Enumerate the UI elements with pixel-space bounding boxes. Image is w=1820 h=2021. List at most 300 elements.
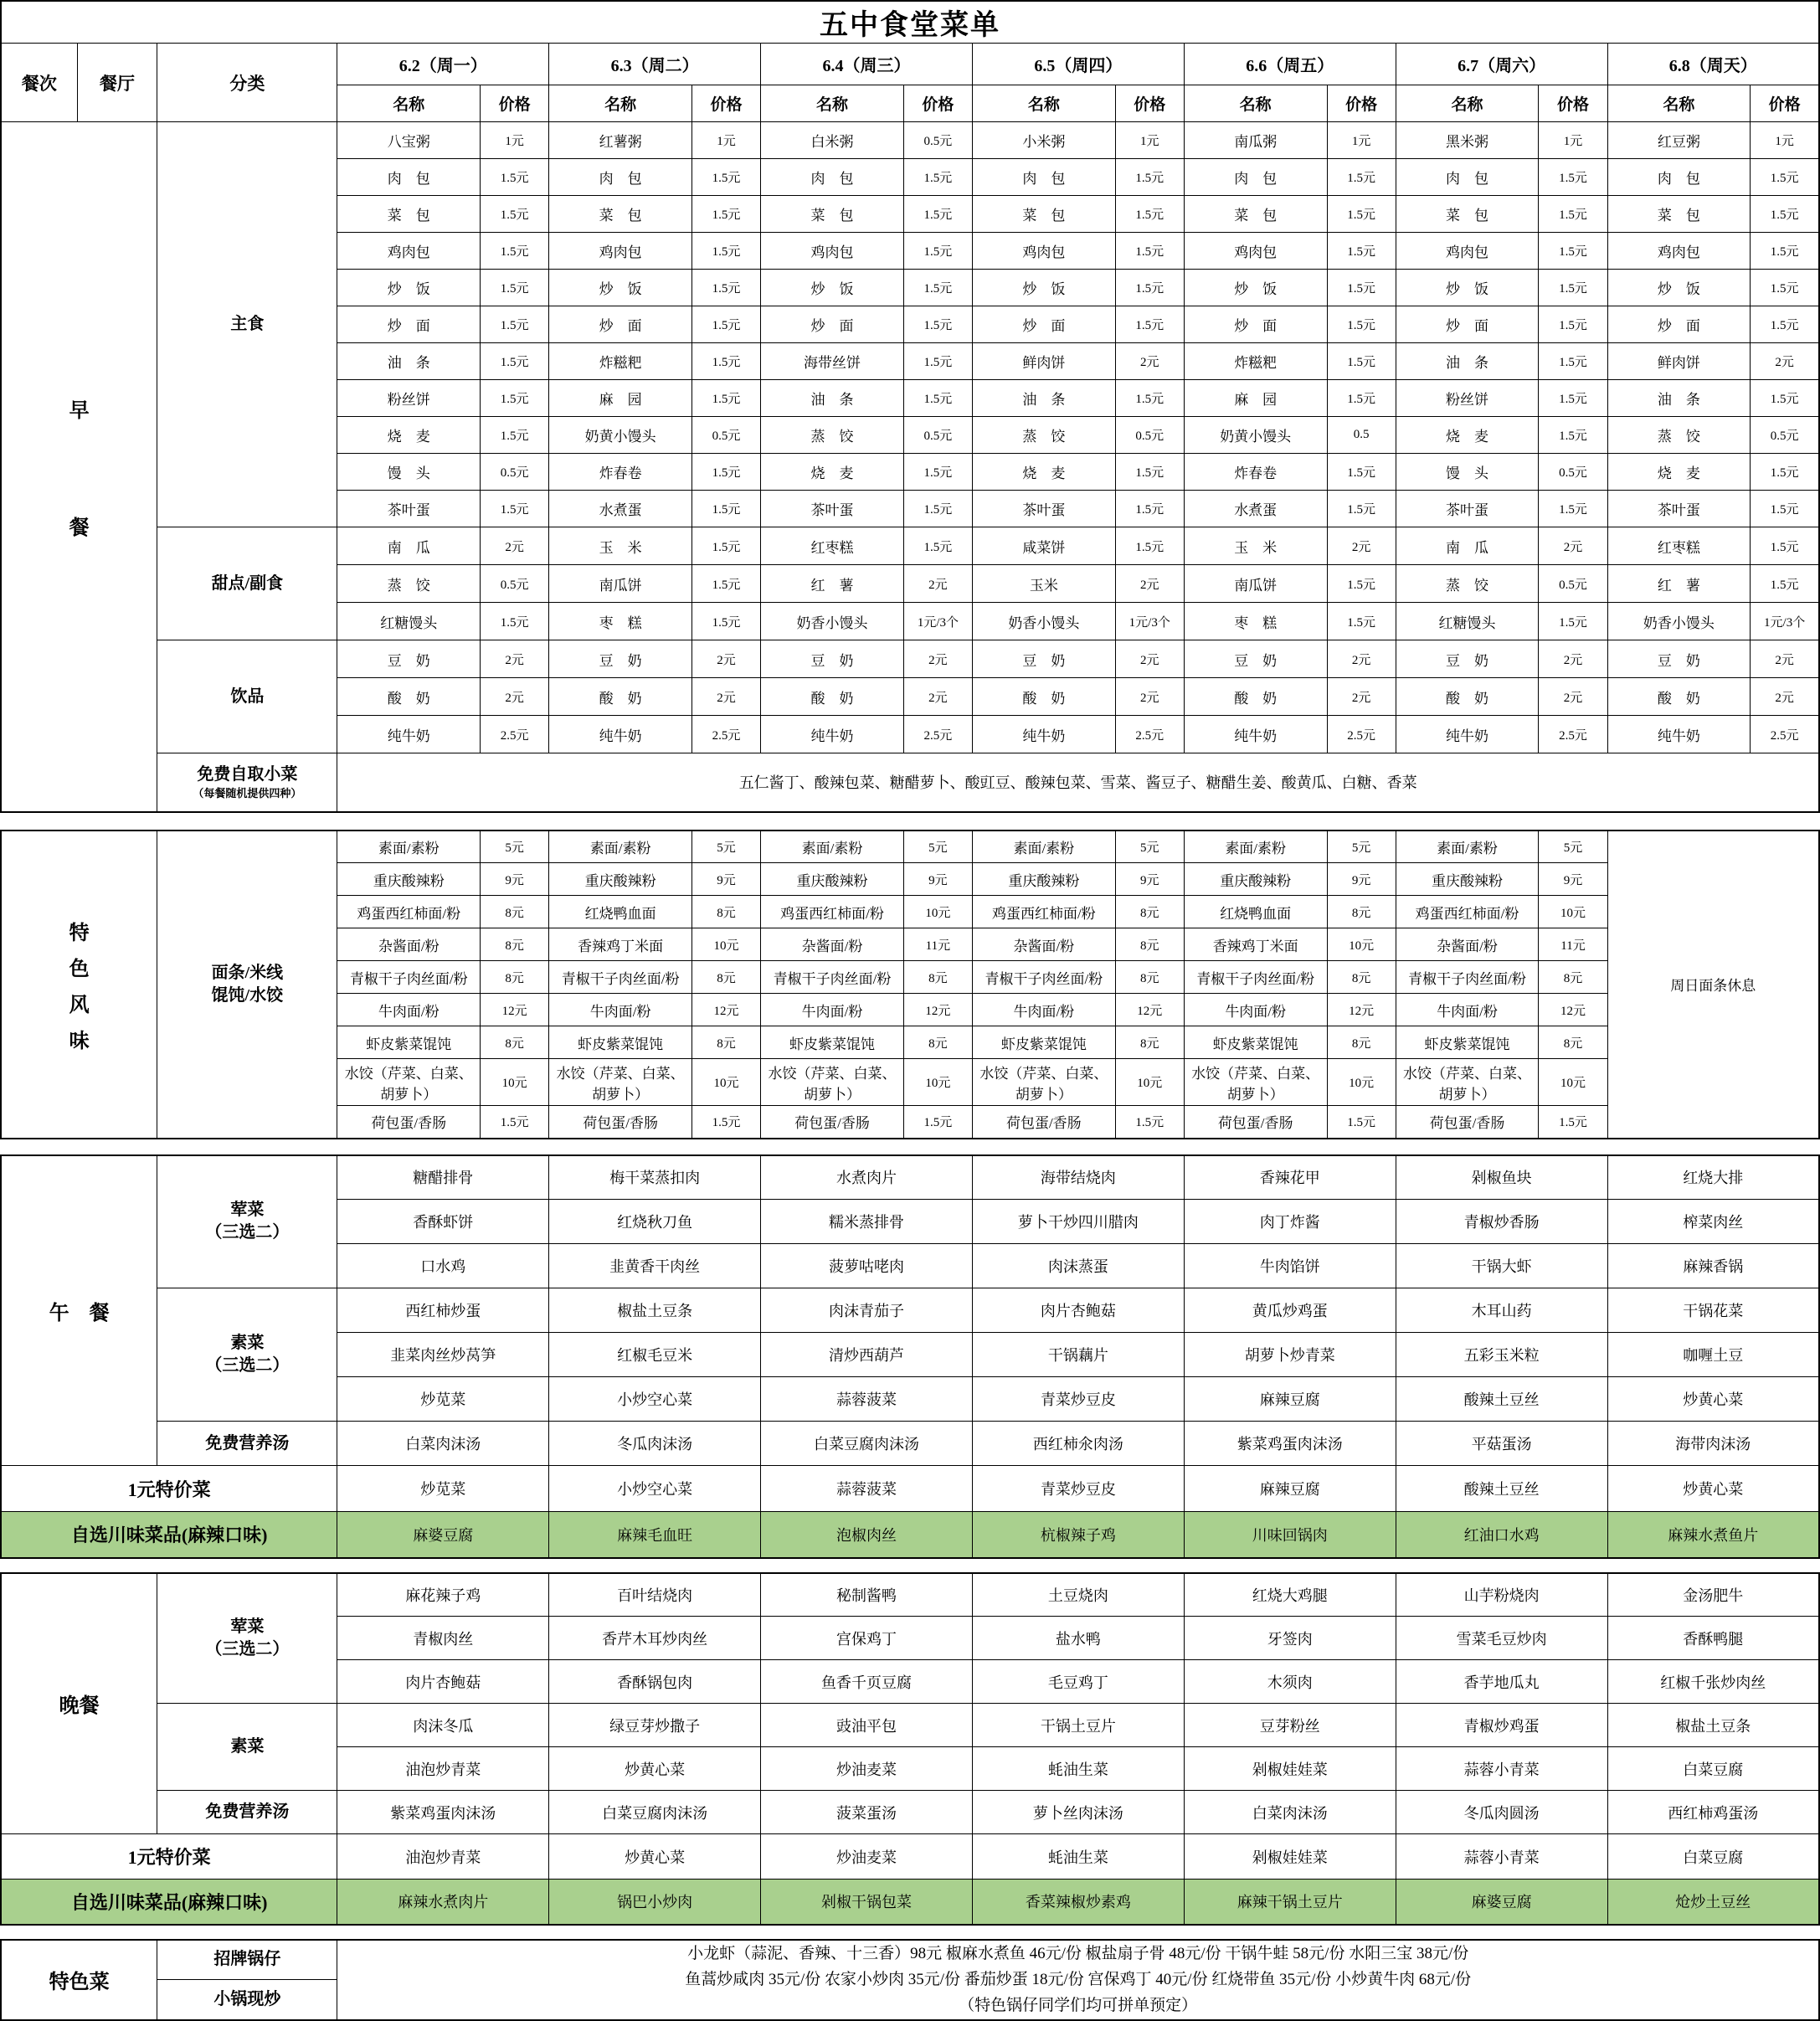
dish-cell: 炒苋菜 <box>337 1377 549 1422</box>
dish-name-cell: 红 薯 <box>1607 565 1751 603</box>
one-yuan-dish-cell: 蚝油生菜 <box>972 1834 1184 1880</box>
dish-name-cell: 炸糍粑 <box>549 343 692 380</box>
one-yuan-dish-cell: 油泡炒青菜 <box>337 1834 549 1880</box>
dish-cell: 牛肉馅饼 <box>1184 1244 1396 1288</box>
dish-cell: 香酥鸭腿 <box>1607 1617 1819 1660</box>
dish-cell: 黄瓜炒鸡蛋 <box>1184 1288 1396 1333</box>
dish-price-cell: 9元 <box>903 863 972 896</box>
dish-price-cell: 2元 <box>481 678 549 716</box>
dish-price-cell: 1.5元 <box>691 343 760 380</box>
dish-price-cell: 1.5元 <box>1327 306 1396 343</box>
dish-name-cell: 虾皮紫菜馄饨 <box>1396 1026 1539 1059</box>
dish-cell: 香辣花甲 <box>1184 1155 1396 1200</box>
dish-price-cell: 1.5元 <box>903 1106 972 1139</box>
dish-price-cell: 1.5元 <box>1327 233 1396 270</box>
dish-name-cell: 白米粥 <box>761 122 904 159</box>
dish-name-cell: 虾皮紫菜馄饨 <box>1184 1026 1327 1059</box>
dish-name-cell: 油 条 <box>337 343 481 380</box>
dish-price-cell: 1.5元 <box>1751 306 1819 343</box>
dish-name-cell: 红糖馒头 <box>337 603 481 640</box>
day-header: 6.7（周六） <box>1396 44 1607 85</box>
sichuan-dish-cell: 麻婆豆腐 <box>337 1512 549 1558</box>
dish-price-cell: 1.5元 <box>1327 196 1396 233</box>
day-header: 6.3（周二） <box>549 44 761 85</box>
dish-cell: 蒜蓉小青菜 <box>1396 1747 1607 1791</box>
dish-price-cell: 1.5元 <box>481 380 549 417</box>
dish-name-cell: 炒 面 <box>549 306 692 343</box>
dish-price-cell: 8元 <box>1115 961 1184 994</box>
dish-cell: 香酥锅包肉 <box>549 1660 761 1704</box>
dish-name-cell: 水饺（芹菜、白菜、胡萝卜） <box>1396 1059 1539 1106</box>
section-gap <box>0 1139 1820 1154</box>
free-side-dishes: 五仁酱丁、酸辣包菜、糖醋萝卜、酸豇豆、酸辣包菜、雪菜、酱豆子、糖醋生姜、酸黄瓜、白糖、香菜 <box>337 753 1819 812</box>
dish-price-cell: 8元 <box>1115 928 1184 961</box>
special-dish-line: 小龙虾（蒜泥、香辣、十三香）98元 椒麻水煮鱼 46元/份 椒盐扇子骨 48元/份 干锅牛蛙 58元/份 水阳三宝 38元/份 <box>687 1944 1469 1962</box>
dish-price-cell: 1.5元 <box>691 603 760 640</box>
dish-price-cell: 1.5元 <box>1751 565 1819 603</box>
dish-price-cell: 8元 <box>1115 1026 1184 1059</box>
dish-name-cell: 酸 奶 <box>549 678 692 716</box>
dish-cell: 肉沫青茄子 <box>761 1288 973 1333</box>
dish-cell: 干锅大虾 <box>1396 1244 1607 1288</box>
dish-price-cell: 1元/3个 <box>1115 603 1184 640</box>
dish-price-cell: 8元 <box>1115 896 1184 928</box>
name-header: 名称 <box>972 85 1115 122</box>
dish-cell: 红椒毛豆米 <box>549 1333 761 1377</box>
dish-name-cell: 红枣糕 <box>1607 527 1751 565</box>
dish-price-cell: 8元 <box>691 961 760 994</box>
dish-name-cell: 豆 奶 <box>549 640 692 678</box>
dish-name-cell: 虾皮紫菜馄饨 <box>761 1026 904 1059</box>
dish-cell: 海带结烧肉 <box>972 1155 1184 1200</box>
dish-name-cell: 香辣鸡丁米面 <box>549 928 692 961</box>
category-label <box>157 1288 337 1422</box>
dish-name-cell: 红豆粥 <box>1607 122 1751 159</box>
dish-name-cell: 牛肉面/粉 <box>549 994 692 1026</box>
dish-cell: 干锅藕片 <box>972 1333 1184 1377</box>
dish-cell: 红椒千张炒肉丝 <box>1607 1660 1819 1704</box>
dish-name-cell: 黑米粥 <box>1396 122 1539 159</box>
dish-cell: 炒油麦菜 <box>761 1747 973 1791</box>
category-label <box>157 527 337 640</box>
dish-price-cell: 2元 <box>1751 678 1819 716</box>
section-gap <box>0 1926 1820 1939</box>
breakfast-table <box>0 0 1820 813</box>
dish-price-cell: 2元 <box>481 527 549 565</box>
dish-name-cell: 菜 包 <box>761 196 904 233</box>
dish-price-cell: 2元 <box>1115 565 1184 603</box>
dish-name-cell: 纯牛奶 <box>1184 716 1327 753</box>
name-header: 名称 <box>337 85 481 122</box>
dish-cell: 西红柿氽肉汤 <box>972 1422 1184 1466</box>
dish-price-cell: 0.5元 <box>1539 454 1607 491</box>
dish-name-cell: 奶香小馒头 <box>972 603 1115 640</box>
dish-price-cell: 10元 <box>1539 896 1607 928</box>
dish-name-cell: 炒 面 <box>972 306 1115 343</box>
dish-price-cell: 12元 <box>903 994 972 1026</box>
dish-name-cell: 水饺（芹菜、白菜、胡萝卜） <box>337 1059 481 1106</box>
dish-name-cell: 素面/素粉 <box>1396 831 1539 863</box>
dish-price-cell: 2.5元 <box>481 716 549 753</box>
dish-price-cell: 2元 <box>1115 678 1184 716</box>
dish-price-cell: 1.5元 <box>481 270 549 306</box>
dish-cell: 干锅土豆片 <box>972 1704 1184 1747</box>
meal-label-char: 风 <box>69 994 90 1016</box>
dish-price-cell: 1.5元 <box>481 417 549 454</box>
dish-price-cell: 0.5元 <box>903 122 972 159</box>
dish-name-cell: 虾皮紫菜馄饨 <box>549 1026 692 1059</box>
dish-name-cell: 鸡肉包 <box>337 233 481 270</box>
dish-name-cell: 菜 包 <box>1396 196 1539 233</box>
dish-price-cell: 8元 <box>481 896 549 928</box>
dish-name-cell: 水煮蛋 <box>1184 491 1327 527</box>
one-yuan-dish-cell: 蒜蓉小青菜 <box>1396 1834 1607 1880</box>
dish-cell: 豉油平包 <box>761 1704 973 1747</box>
dish-price-cell: 1.5元 <box>903 527 972 565</box>
dish-name-cell: 红 薯 <box>761 565 904 603</box>
dish-name-cell: 香辣鸡丁米面 <box>1184 928 1327 961</box>
sichuan-dish-cell: 麻辣毛血旺 <box>549 1512 761 1558</box>
dish-price-cell: 1.5元 <box>903 306 972 343</box>
dish-price-cell: 8元 <box>1327 961 1396 994</box>
dish-name-cell: 鸡肉包 <box>1396 233 1539 270</box>
dish-price-cell: 8元 <box>691 896 760 928</box>
dish-price-cell: 1.5元 <box>691 233 760 270</box>
dish-price-cell: 5元 <box>1539 831 1607 863</box>
dish-price-cell: 9元 <box>1115 863 1184 896</box>
category-label-line: 主食 <box>230 315 265 333</box>
dish-price-cell: 1.5元 <box>691 527 760 565</box>
dish-name-cell: 红烧鸭血面 <box>549 896 692 928</box>
dish-cell: 清炒西葫芦 <box>761 1333 973 1377</box>
dish-price-cell: 10元 <box>691 1059 760 1106</box>
dish-price-cell: 1.5元 <box>1539 1106 1607 1139</box>
dish-price-cell: 1.5元 <box>1539 159 1607 196</box>
dish-price-cell: 9元 <box>481 863 549 896</box>
dish-name-cell: 肉 包 <box>761 159 904 196</box>
dish-name-cell: 水饺（芹菜、白菜、胡萝卜） <box>972 1059 1115 1106</box>
dish-price-cell: 1.5元 <box>481 306 549 343</box>
dish-price-cell: 1.5元 <box>1327 491 1396 527</box>
dish-price-cell: 1.5元 <box>691 1106 760 1139</box>
dish-name-cell: 粉丝饼 <box>337 380 481 417</box>
dish-name-cell: 茶叶蛋 <box>1396 491 1539 527</box>
name-header: 名称 <box>549 85 692 122</box>
dish-price-cell: 1元/3个 <box>903 603 972 640</box>
dish-name-cell: 蒸 饺 <box>1607 417 1751 454</box>
name-header: 名称 <box>761 85 904 122</box>
dish-name-cell: 烧 麦 <box>1607 454 1751 491</box>
dish-price-cell: 1.5元 <box>903 343 972 380</box>
dish-cell: 毛豆鸡丁 <box>972 1660 1184 1704</box>
dish-price-cell: 5元 <box>1327 831 1396 863</box>
dish-name-cell: 小米粥 <box>972 122 1115 159</box>
dish-price-cell: 2元 <box>481 640 549 678</box>
header-hall: 餐厅 <box>77 44 157 122</box>
dish-price-cell: 10元 <box>903 896 972 928</box>
dish-cell: 木耳山药 <box>1396 1288 1607 1333</box>
dish-name-cell: 茶叶蛋 <box>761 491 904 527</box>
dish-price-cell: 1.5元 <box>691 196 760 233</box>
dish-price-cell: 2.5元 <box>903 716 972 753</box>
dish-name-cell: 炒 饭 <box>761 270 904 306</box>
dish-name-cell: 鸡蛋西红柿面/粉 <box>972 896 1115 928</box>
dish-cell: 木须肉 <box>1184 1660 1396 1704</box>
dish-name-cell: 玉 米 <box>549 527 692 565</box>
dish-cell: 白菜肉沫汤 <box>337 1422 549 1466</box>
dish-name-cell: 奶香小馒头 <box>1607 603 1751 640</box>
dish-name-cell: 青椒干子肉丝面/粉 <box>1184 961 1327 994</box>
dish-name-cell: 粉丝饼 <box>1396 380 1539 417</box>
dish-name-cell: 酸 奶 <box>972 678 1115 716</box>
dish-cell: 韭菜肉丝炒莴笋 <box>337 1333 549 1377</box>
dish-price-cell: 8元 <box>1327 1026 1396 1059</box>
dish-price-cell: 2元 <box>1115 640 1184 678</box>
dish-name-cell: 菜 包 <box>1607 196 1751 233</box>
dish-name-cell: 牛肉面/粉 <box>1184 994 1327 1026</box>
dish-name-cell: 荷包蛋/香肠 <box>549 1106 692 1139</box>
dish-price-cell: 2元 <box>1539 678 1607 716</box>
dish-price-cell: 8元 <box>1539 1026 1607 1059</box>
dish-cell: 百叶结烧肉 <box>549 1573 761 1617</box>
dish-name-cell: 青椒干子肉丝面/粉 <box>549 961 692 994</box>
sunday-rest-note: 周日面条休息 <box>1607 831 1819 1139</box>
dish-name-cell: 咸菜饼 <box>972 527 1115 565</box>
meal-label-char: 味 <box>69 1030 90 1052</box>
dish-cell: 水煮肉片 <box>761 1155 973 1200</box>
dish-name-cell: 炸春卷 <box>549 454 692 491</box>
category-label-line: 饮品 <box>230 687 265 706</box>
dish-price-cell: 1.5元 <box>691 306 760 343</box>
dish-price-cell: 2元 <box>1327 678 1396 716</box>
dish-cell: 菠菜蛋汤 <box>761 1791 973 1834</box>
meal-label-char: 早 <box>69 399 90 422</box>
dish-price-cell: 1.5元 <box>1751 159 1819 196</box>
price-header: 价格 <box>1751 85 1819 122</box>
dish-price-cell: 1.5元 <box>1751 196 1819 233</box>
dish-price-cell: 1.5元 <box>1539 417 1607 454</box>
one-yuan-dish-cell: 酸辣土豆丝 <box>1396 1466 1607 1512</box>
dish-cell: 榨菜肉丝 <box>1607 1200 1819 1244</box>
dish-name-cell: 青椒干子肉丝面/粉 <box>1396 961 1539 994</box>
dish-cell: 红烧大排 <box>1607 1155 1819 1200</box>
dish-name-cell: 麻 园 <box>1184 380 1327 417</box>
dish-price-cell: 1.5元 <box>1751 270 1819 306</box>
category-label-line: 免费营养汤 <box>205 1802 290 1821</box>
dish-price-cell: 1.5元 <box>1539 491 1607 527</box>
dish-cell: 菠萝咕咾肉 <box>761 1244 973 1288</box>
dish-price-cell: 1元 <box>1327 122 1396 159</box>
meal-label-char: 餐 <box>69 517 90 539</box>
dish-price-cell: 1.5元 <box>1327 1106 1396 1139</box>
section-gap <box>0 813 1820 830</box>
dish-price-cell: 12元 <box>1327 994 1396 1026</box>
dish-price-cell: 2.5元 <box>1327 716 1396 753</box>
dish-name-cell: 鸡肉包 <box>1184 233 1327 270</box>
dish-price-cell: 10元 <box>481 1059 549 1106</box>
dish-name-cell: 油 条 <box>1396 343 1539 380</box>
name-header: 名称 <box>1396 85 1539 122</box>
one-yuan-dish-cell: 青菜炒豆皮 <box>972 1466 1184 1512</box>
dish-price-cell: 1元 <box>1539 122 1607 159</box>
dish-cell: 炒黄心菜 <box>549 1747 761 1791</box>
dish-price-cell: 2元 <box>1751 640 1819 678</box>
dish-name-cell: 荷包蛋/香肠 <box>337 1106 481 1139</box>
dish-name-cell: 重庆酸辣粉 <box>761 863 904 896</box>
sichuan-dish-cell: 炝炒土豆丝 <box>1607 1880 1819 1925</box>
dish-name-cell: 杂酱面/粉 <box>972 928 1115 961</box>
dish-name-cell: 纯牛奶 <box>549 716 692 753</box>
meal-section-label <box>1 831 157 1139</box>
dish-price-cell: 2元 <box>691 678 760 716</box>
dish-cell: 冬瓜肉圆汤 <box>1396 1791 1607 1834</box>
meal-section-label: 特色菜 <box>1 1940 157 2020</box>
dish-name-cell: 油 条 <box>1607 380 1751 417</box>
dish-price-cell: 1.5元 <box>903 233 972 270</box>
dish-cell: 香酥虾饼 <box>337 1200 549 1244</box>
dish-name-cell: 青椒干子肉丝面/粉 <box>972 961 1115 994</box>
dish-name-cell: 酸 奶 <box>337 678 481 716</box>
dish-price-cell: 2元 <box>691 640 760 678</box>
header-category: 分类 <box>157 44 337 122</box>
category-label-line: 小锅现炒 <box>213 1989 281 2008</box>
section-gap <box>0 1559 1820 1572</box>
dish-price-cell: 5元 <box>691 831 760 863</box>
dish-price-cell: 1.5元 <box>903 380 972 417</box>
category-label <box>157 831 337 1139</box>
dish-name-cell: 重庆酸辣粉 <box>549 863 692 896</box>
dish-price-cell: 1.5元 <box>1539 270 1607 306</box>
dish-cell: 油泡炒青菜 <box>337 1747 549 1791</box>
dish-price-cell: 12元 <box>481 994 549 1026</box>
dish-price-cell: 2.5元 <box>691 716 760 753</box>
dish-name-cell: 茶叶蛋 <box>1607 491 1751 527</box>
dish-price-cell: 9元 <box>1327 863 1396 896</box>
dish-price-cell: 1元 <box>691 122 760 159</box>
special-flavor-table <box>0 830 1820 1139</box>
dish-cell: 糯米蒸排骨 <box>761 1200 973 1244</box>
dish-price-cell: 1.5元 <box>691 270 760 306</box>
dish-name-cell: 重庆酸辣粉 <box>972 863 1115 896</box>
category-label <box>157 1980 337 2020</box>
dish-price-cell: 5元 <box>1115 831 1184 863</box>
category-label <box>157 1155 337 1288</box>
dish-name-cell: 青椒干子肉丝面/粉 <box>761 961 904 994</box>
dish-price-cell: 1.5元 <box>1327 159 1396 196</box>
dish-name-cell: 鸡肉包 <box>1607 233 1751 270</box>
dish-name-cell: 酸 奶 <box>1607 678 1751 716</box>
dish-name-cell: 鸡蛋西红柿面/粉 <box>337 896 481 928</box>
sichuan-dish-cell: 麻辣水煮肉片 <box>337 1880 549 1925</box>
dish-name-cell: 茶叶蛋 <box>337 491 481 527</box>
dish-cell: 糖醋排骨 <box>337 1155 549 1200</box>
dish-price-cell: 1元 <box>481 122 549 159</box>
dish-price-cell: 9元 <box>691 863 760 896</box>
dish-price-cell: 1.5元 <box>481 1106 549 1139</box>
sichuan-dish-cell: 锅巴小炒肉 <box>549 1880 761 1925</box>
dish-name-cell: 牛肉面/粉 <box>972 994 1115 1026</box>
dish-name-cell: 肉 包 <box>972 159 1115 196</box>
dish-name-cell: 八宝粥 <box>337 122 481 159</box>
day-header: 6.8（周天） <box>1607 44 1819 85</box>
dish-price-cell: 2.5元 <box>1115 716 1184 753</box>
dish-price-cell: 10元 <box>1327 928 1396 961</box>
dish-name-cell: 鲜肉饼 <box>1607 343 1751 380</box>
dish-price-cell: 1.5元 <box>1751 527 1819 565</box>
dish-price-cell: 12元 <box>1539 994 1607 1026</box>
dish-cell: 白菜豆腐 <box>1607 1747 1819 1791</box>
sichuan-label: 自选川味菜品(麻辣口味) <box>1 1512 337 1558</box>
dish-cell: 肉片杏鲍菇 <box>972 1288 1184 1333</box>
dish-cell: 白菜豆腐肉沫汤 <box>761 1422 973 1466</box>
dish-price-cell: 1.5元 <box>691 159 760 196</box>
category-label-line: 馄饨/水饺 <box>211 985 284 1005</box>
dish-name-cell: 菜 包 <box>549 196 692 233</box>
dish-cell: 土豆烧肉 <box>972 1573 1184 1617</box>
dish-price-cell: 1.5元 <box>691 380 760 417</box>
dish-cell: 蒜蓉菠菜 <box>761 1377 973 1422</box>
category-label <box>157 122 337 527</box>
dish-name-cell: 炒 面 <box>1184 306 1327 343</box>
dish-price-cell: 2元 <box>1327 527 1396 565</box>
dish-name-cell: 油 条 <box>761 380 904 417</box>
dish-price-cell: 1.5元 <box>1115 196 1184 233</box>
one-yuan-dish-cell: 剁椒娃娃菜 <box>1184 1834 1396 1880</box>
dish-price-cell: 2.5元 <box>1751 716 1819 753</box>
dish-price-cell: 1.5元 <box>1327 565 1396 603</box>
dish-price-cell: 5元 <box>903 831 972 863</box>
name-header: 名称 <box>1184 85 1327 122</box>
dish-cell: 鱼香千页豆腐 <box>761 1660 973 1704</box>
one-yuan-dish-cell: 蒜蓉菠菜 <box>761 1466 973 1512</box>
category-label-line: 甜点/副食 <box>211 573 284 593</box>
dish-cell: 青椒肉丝 <box>337 1617 549 1660</box>
dish-price-cell: 1.5元 <box>1115 1106 1184 1139</box>
dish-price-cell: 1.5元 <box>1751 233 1819 270</box>
dish-price-cell: 1.5元 <box>1115 380 1184 417</box>
category-label-line: （三选二） <box>205 1639 290 1658</box>
dish-price-cell: 12元 <box>691 994 760 1026</box>
dish-name-cell: 纯牛奶 <box>1396 716 1539 753</box>
dish-price-cell: 1.5元 <box>1539 343 1607 380</box>
dish-name-cell: 鸡蛋西红柿面/粉 <box>761 896 904 928</box>
dish-cell: 韭黄香干肉丝 <box>549 1244 761 1288</box>
dish-cell: 紫菜鸡蛋肉沫汤 <box>1184 1422 1396 1466</box>
category-label-line: 素菜 <box>230 1334 265 1352</box>
dish-price-cell: 1.5元 <box>1115 306 1184 343</box>
dish-name-cell: 素面/素粉 <box>1184 831 1327 863</box>
dish-name-cell: 荷包蛋/香肠 <box>761 1106 904 1139</box>
dish-price-cell: 1.5元 <box>1115 159 1184 196</box>
dish-name-cell: 水煮蛋 <box>549 491 692 527</box>
dish-name-cell: 鸡肉包 <box>549 233 692 270</box>
dish-name-cell: 炒 饭 <box>549 270 692 306</box>
dish-name-cell: 菜 包 <box>1184 196 1327 233</box>
dish-price-cell: 2元 <box>903 640 972 678</box>
dish-name-cell: 肉 包 <box>1184 159 1327 196</box>
dish-name-cell: 炒 饭 <box>337 270 481 306</box>
meal-section-label: 晚餐 <box>1 1573 157 1834</box>
dish-cell: 炒黄心菜 <box>1607 1377 1819 1422</box>
dish-price-cell: 1.5元 <box>1327 603 1396 640</box>
dish-name-cell: 南瓜粥 <box>1184 122 1327 159</box>
dish-price-cell: 8元 <box>481 1026 549 1059</box>
special-dishes-text <box>337 1940 1819 2020</box>
dish-price-cell: 1.5元 <box>1115 527 1184 565</box>
category-label-line: 荤菜 <box>230 1201 265 1220</box>
dish-name-cell: 荷包蛋/香肠 <box>1396 1106 1539 1139</box>
meal-label-stack <box>3 393 155 540</box>
